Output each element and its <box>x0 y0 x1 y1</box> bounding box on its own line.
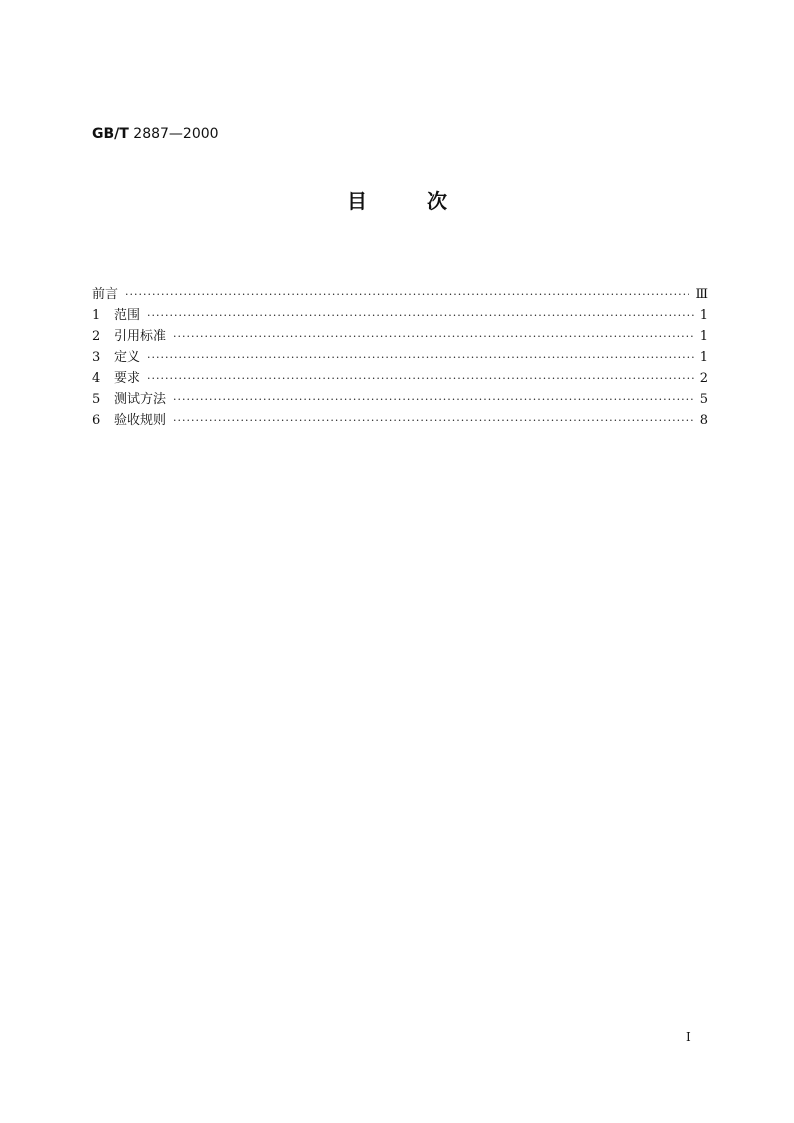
toc-entry-page: 8 <box>699 413 708 428</box>
toc-entry-title: 验收规则 <box>114 413 167 428</box>
toc-entry-page: 2 <box>699 371 708 386</box>
toc-entry-page: 5 <box>699 392 708 407</box>
toc-entry-title: 要求 <box>114 371 141 386</box>
toc-leader-dots <box>147 368 694 389</box>
toc-entry-title: 引用标准 <box>114 329 167 344</box>
toc-leader-dots <box>173 326 694 347</box>
standard-code <box>92 125 219 143</box>
toc-entry-definitions[interactable] <box>92 347 708 368</box>
toc-entry-page: 1 <box>699 350 708 365</box>
page-title: 目次 <box>347 189 507 213</box>
toc-entry-requirements[interactable] <box>92 368 708 389</box>
toc-entry-number: 1 <box>92 308 101 323</box>
toc-entry-number: 3 <box>92 350 101 365</box>
toc-entry-test-methods[interactable] <box>92 389 708 410</box>
toc-entry-title: 范围 <box>114 308 141 323</box>
toc-entry-foreword[interactable] <box>92 284 708 305</box>
page-number: Ⅰ <box>686 1030 691 1044</box>
standard-prefix: GB/T <box>92 126 129 142</box>
toc-leader-dots <box>173 389 694 410</box>
toc-leader-dots <box>125 284 689 305</box>
toc-entry-title: 测试方法 <box>114 392 167 407</box>
standard-number: 2887—2000 <box>133 126 219 142</box>
table-of-contents <box>92 284 708 431</box>
toc-entry-page: Ⅲ <box>695 287 708 302</box>
toc-entry-number: 4 <box>92 371 101 386</box>
toc-entry-scope[interactable] <box>92 305 708 326</box>
toc-entry-number: 6 <box>92 413 101 428</box>
toc-entry-number: 2 <box>92 329 101 344</box>
toc-entry-title: 前言 <box>92 287 119 302</box>
toc-leader-dots <box>173 410 694 431</box>
toc-leader-dots <box>147 305 694 326</box>
toc-entry-acceptance-rules[interactable] <box>92 410 708 431</box>
toc-leader-dots <box>147 347 694 368</box>
toc-entry-normative-references[interactable] <box>92 326 708 347</box>
toc-entry-number: 5 <box>92 392 101 407</box>
toc-entry-page: 1 <box>699 329 708 344</box>
toc-entry-title: 定义 <box>114 350 141 365</box>
toc-entry-page: 1 <box>699 308 708 323</box>
